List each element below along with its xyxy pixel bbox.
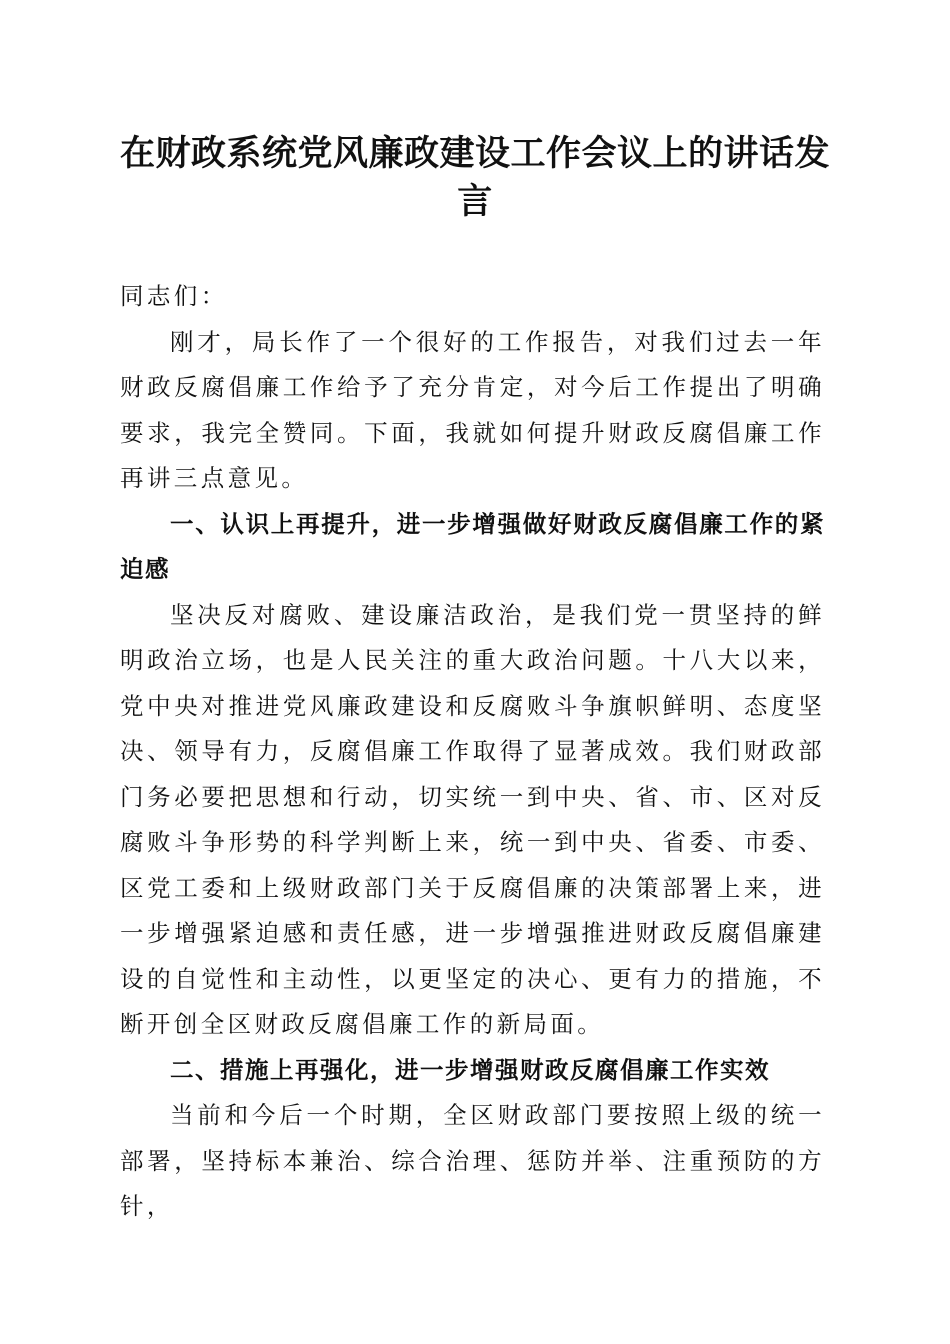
document-title: 在财政系统党风廉政建设工作会议上的讲话发言 — [119, 133, 830, 222]
greeting: 同志们： — [120, 282, 228, 310]
paragraph-section-2: 当前和今后一个时期，全区财政部门要按照上级的统一部署，坚持标本兼治、综合治理、惩防并举、注重预防的方针， — [120, 1101, 825, 1220]
paragraph-section-1: 坚决反对腐败、建设廉洁政治，是我们党一贯坚持的鲜明政治立场，也是人民关注的重大政治问题。十八大以来，党中央对推进党风廉政建设和反腐败斗争旗帜鲜明、态度坚决、领导有力，反腐倡廉工作取得了显著成效。我们财政部门务必要把思想和行动，切实统一到中央、省、市、区对反腐败斗争形势的科学判断上来，统一到中央、省委、市委、区党工委和上级财政部门关于反腐倡廉的决策部署上来，进一步增强紧迫感和责任感，进一步增强推进财政反腐倡廉建设的自觉性和主动性，以更坚定的决心、更有力的措施，不断开创全区财政反腐倡廉工作的新局面。 — [120, 600, 825, 1038]
section-heading-2: 二、措施上再强化，进一步增强财政反腐倡廉工作实效 — [170, 1055, 770, 1084]
paragraph-intro: 刚才，局长作了一个很好的工作报告，对我们过去一年财政反腐倡廉工作给予了充分肯定，对今后工作提出了明确要求，我完全赞同。下面，我就如何提升财政反腐倡廉工作再讲三点意见。 — [120, 327, 825, 492]
section-heading-1: 一、认识上再提升，进一步增强做好财政反腐倡廉工作的紧迫感 — [120, 509, 825, 583]
document-body — [120, 274, 825, 1230]
